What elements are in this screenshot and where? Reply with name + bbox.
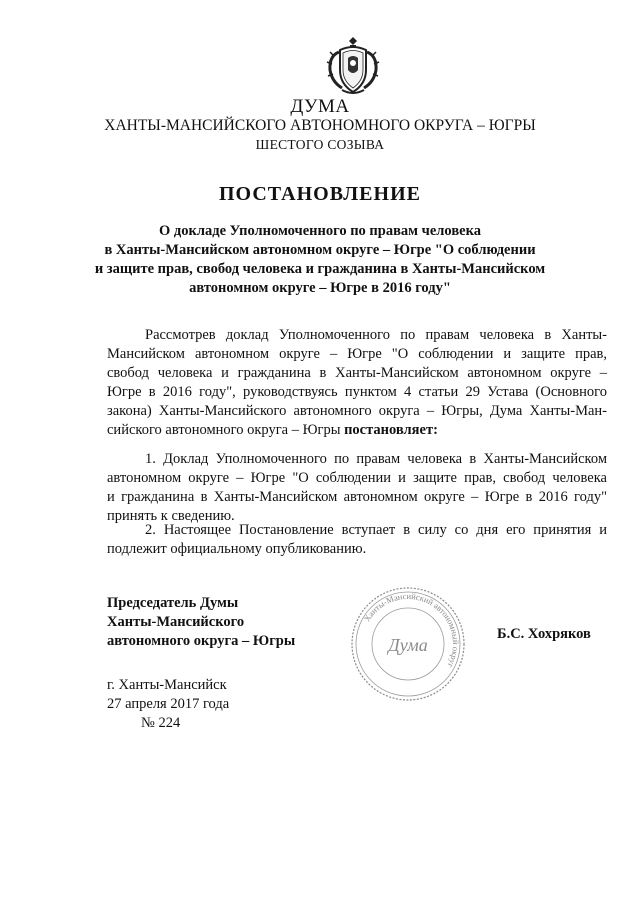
signatory-title-line: автономного округа – Югры [107, 633, 296, 649]
issue-date: 27 апреля 2017 года [107, 696, 230, 712]
resolves-word: постановляет: [344, 422, 438, 438]
item-2-line: подлежит официальному опубликованию. [107, 541, 367, 557]
item-2-line: 2. Настоящее Постановление вступает в силу со дня его принятия и [145, 522, 607, 538]
subject-line: О докладе Уполномоченного по правам человека [159, 223, 481, 239]
item-1-line: 1. Доклад Уполномоченного по правам человека в Ханты-Мансийском [145, 451, 607, 467]
preamble-last-line [107, 421, 607, 440]
preamble-line: Мансийском автономном округе – Югре "О соблюдении и защите прав, [107, 346, 607, 362]
item-1-line: автономном округе – Югре "О соблюдении и защите прав, свобод человека [107, 470, 607, 486]
signatory-name: Б.С. Хохряков [497, 626, 591, 642]
item-2-paragraph [107, 521, 607, 559]
subject-line: и защите прав, свобод человека и гражданина в Ханты-Мансийском [94, 261, 546, 277]
preamble-line: сийского автономного округа – Югры [107, 422, 341, 438]
preamble-paragraph [107, 326, 607, 440]
preamble-line: закона) Ханты-Мансийского автономного округа – Югры, Дума Ханты-Ман- [107, 403, 607, 419]
preamble-line: Рассмотрев доклад Уполномоченного по правам человека в Ханты- [145, 327, 607, 343]
coat-of-arms-emblem [326, 34, 380, 96]
subject-line: в Ханты-Мансийском автономном округе – Югре "О соблюдении [104, 242, 536, 258]
org-name: ДУМА [290, 96, 350, 117]
preamble-line: Югре в 2016 году", руководствуясь пунктом 4 статьи 29 Устава (Основного [107, 384, 607, 400]
document-number: № 224 [141, 715, 181, 731]
document-subject [80, 222, 560, 298]
convocation: ШЕСТОГО СОЗЫВА [255, 137, 385, 152]
signatory-title-line: Ханты-Мансийского [107, 614, 245, 630]
item-1-line: и гражданина в Ханты-Мансийском автономном округе – Югре в 2016 году" [107, 489, 607, 505]
official-stamp [349, 585, 467, 703]
issue-place-date [107, 676, 229, 733]
region-name: ХАНТЫ-МАНСИЙСКОГО АВТОНОМНОГО ОКРУГА – ЮГРЫ [104, 117, 536, 134]
signatory-title [107, 594, 295, 651]
issue-city: г. Ханты-Мансийск [107, 677, 227, 693]
stamp-center-text: Дума [388, 635, 428, 655]
stamp-ring-text: Ханты-Мансийский автономный округ [361, 590, 462, 670]
preamble-line: свобод человека и гражданина в Ханты-Мансийском автономном округе – [107, 365, 607, 381]
document-title: ПОСТАНОВЛЕНИЕ [219, 183, 421, 205]
item-1-paragraph [107, 450, 607, 526]
signatory-title-line: Председатель Думы [107, 595, 239, 611]
subject-line: автономном округе – Югре в 2016 году" [189, 280, 451, 296]
item-1-line: принять к сведению. [107, 508, 235, 524]
